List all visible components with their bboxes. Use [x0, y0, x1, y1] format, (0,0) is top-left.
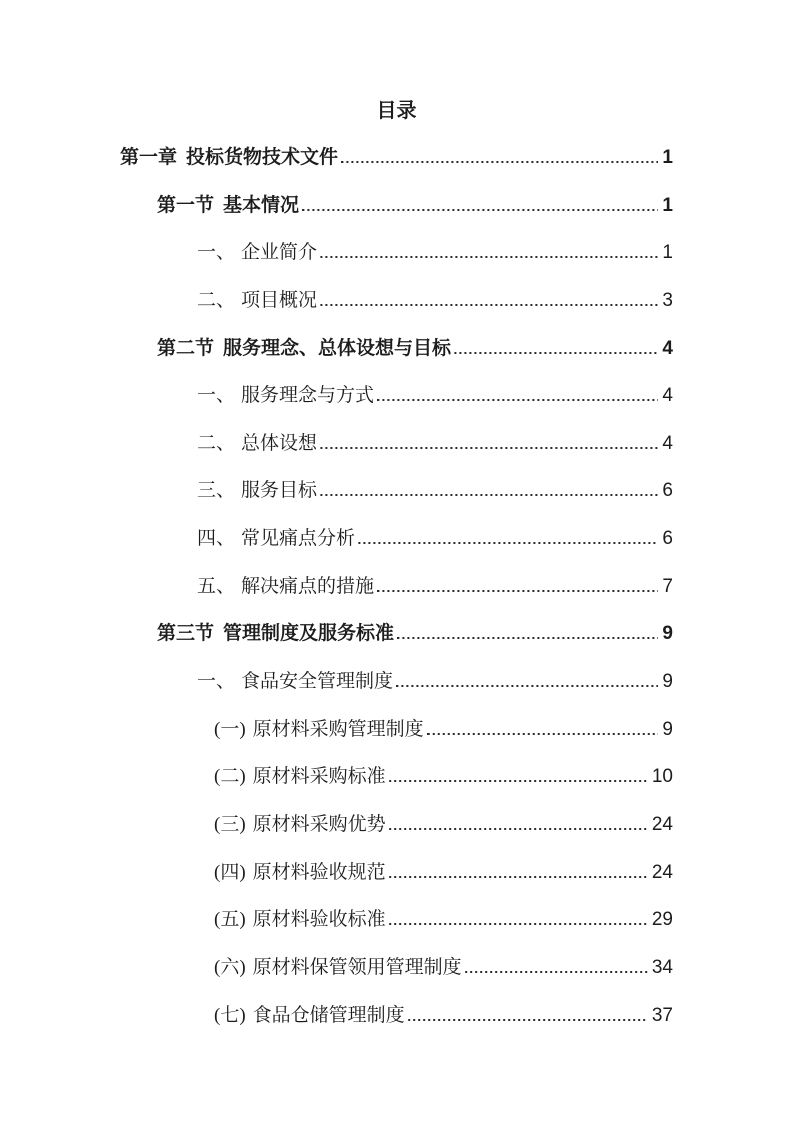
- toc-entry-number: (一): [214, 718, 246, 740]
- dot-leader-line: [358, 542, 658, 544]
- toc-entry-page: 6: [662, 480, 673, 502]
- dot-leader-line: [389, 780, 648, 782]
- toc-entry-page: 9: [662, 671, 673, 693]
- toc-entry-title: 企业简介: [241, 242, 318, 264]
- toc-entry-page: 1: [662, 194, 673, 216]
- dot-leader-line: [465, 971, 648, 973]
- toc-entry-page: 9: [662, 623, 673, 645]
- toc-entry[interactable]: [120, 623, 673, 671]
- dot-leader-line: [389, 923, 648, 925]
- toc-entry-number: 第一章: [120, 147, 178, 168]
- toc-entry[interactable]: [120, 671, 673, 719]
- toc-entry[interactable]: [120, 909, 673, 957]
- toc-entry-page: 3: [662, 289, 673, 311]
- toc-entry-page: 4: [662, 337, 673, 359]
- toc-entry-title: 原材料验收规范: [252, 861, 386, 883]
- toc-entry[interactable]: [120, 1005, 673, 1053]
- toc-entry-number: 第一节: [157, 194, 215, 216]
- dot-leader-line: [389, 828, 648, 830]
- toc-entry[interactable]: [120, 290, 673, 338]
- dot-leader-line: [341, 161, 658, 163]
- toc-entry-number: 三、: [197, 480, 236, 502]
- toc-list: [120, 147, 673, 1052]
- toc-entry-page: 4: [662, 432, 673, 454]
- toc-entry[interactable]: [120, 433, 673, 481]
- dot-leader-line: [320, 494, 658, 496]
- toc-entry-page: 6: [662, 528, 673, 550]
- dot-leader-line: [377, 590, 658, 592]
- toc-entry-title: 服务理念、总体设想与目标: [223, 337, 452, 359]
- toc-entry-number: 一、: [197, 671, 236, 693]
- toc-entry-page: 34: [651, 956, 673, 978]
- toc-entry-page: 24: [651, 861, 673, 883]
- toc-entry-title: 服务理念与方式: [241, 385, 375, 407]
- toc-entry-title: 总体设想: [241, 432, 318, 454]
- toc-entry-number: (五): [214, 909, 246, 931]
- toc-entry-page: 9: [662, 718, 673, 740]
- dot-leader-line: [427, 733, 659, 735]
- dot-leader-line: [320, 256, 658, 258]
- dot-leader-line: [389, 876, 648, 878]
- toc-entry-page: 1: [662, 147, 673, 168]
- toc-entry[interactable]: [120, 719, 673, 767]
- toc-entry[interactable]: [120, 147, 673, 195]
- dot-leader-line: [454, 352, 658, 354]
- toc-entry-title: 基本情况: [223, 194, 300, 216]
- toc-entry-page: 10: [651, 766, 673, 788]
- toc-entry-title: 管理制度及服务标准: [223, 623, 395, 645]
- toc-entry-number: (三): [214, 813, 246, 835]
- dot-leader-line: [302, 209, 658, 211]
- toc-entry-number: 五、: [197, 575, 236, 597]
- toc-entry-title: 食品仓储管理制度: [252, 1004, 405, 1026]
- toc-entry-title: 原材料保管领用管理制度: [252, 956, 462, 978]
- toc-entry-number: 二、: [197, 289, 236, 311]
- dot-leader-line: [396, 685, 658, 687]
- toc-entry-number: 四、: [197, 528, 236, 550]
- toc-entry-title: 原材料采购优势: [252, 813, 386, 835]
- toc-entry[interactable]: [120, 338, 673, 386]
- toc-entry-title: 原材料采购标准: [252, 766, 386, 788]
- toc-entry-title: 服务目标: [241, 480, 318, 502]
- toc-entry[interactable]: [120, 814, 673, 862]
- toc-entry-number: (六): [214, 956, 246, 978]
- toc-entry-title: 项目概况: [241, 289, 318, 311]
- toc-entry-title: 食品安全管理制度: [241, 671, 394, 693]
- toc-entry[interactable]: [120, 480, 673, 528]
- toc-entry[interactable]: [120, 385, 673, 433]
- toc-entry-number: 一、: [197, 385, 236, 407]
- toc-entry-page: 1: [662, 242, 673, 264]
- toc-entry-page: 7: [662, 575, 673, 597]
- toc-title: 目录: [376, 100, 417, 122]
- toc-entry-page: 37: [651, 1004, 673, 1026]
- toc-entry-number: 二、: [197, 432, 236, 454]
- toc-entry-number: 第二节: [157, 337, 215, 359]
- dot-leader-line: [408, 1019, 648, 1021]
- dot-leader-line: [397, 637, 658, 639]
- toc-entry-page: 29: [651, 909, 673, 931]
- toc-entry-title: 常见痛点分析: [241, 528, 356, 550]
- toc-entry-number: (二): [214, 766, 246, 788]
- toc-entry-number: 一、: [197, 242, 236, 264]
- toc-entry-title: 解决痛点的措施: [241, 575, 375, 597]
- toc-entry-page: 4: [662, 385, 673, 407]
- toc-entry-number: (七): [214, 1004, 246, 1026]
- toc-entry[interactable]: [120, 195, 673, 243]
- toc-entry[interactable]: [120, 242, 673, 290]
- toc-entry-page: 24: [651, 813, 673, 835]
- toc-entry[interactable]: [120, 862, 673, 910]
- dot-leader-line: [377, 399, 658, 401]
- toc-entry-title: 原材料采购管理制度: [252, 718, 424, 740]
- toc-entry-number: 第三节: [157, 623, 215, 645]
- toc-entry[interactable]: [120, 576, 673, 624]
- toc-entry[interactable]: [120, 766, 673, 814]
- toc-entry[interactable]: [120, 957, 673, 1005]
- toc-entry[interactable]: [120, 528, 673, 576]
- toc-entry-title: 原材料验收标准: [252, 909, 386, 931]
- toc-entry-number: (四): [214, 861, 246, 883]
- toc-entry-title: 投标货物技术文件: [186, 147, 339, 168]
- dot-leader-line: [320, 304, 658, 306]
- dot-leader-line: [320, 447, 658, 449]
